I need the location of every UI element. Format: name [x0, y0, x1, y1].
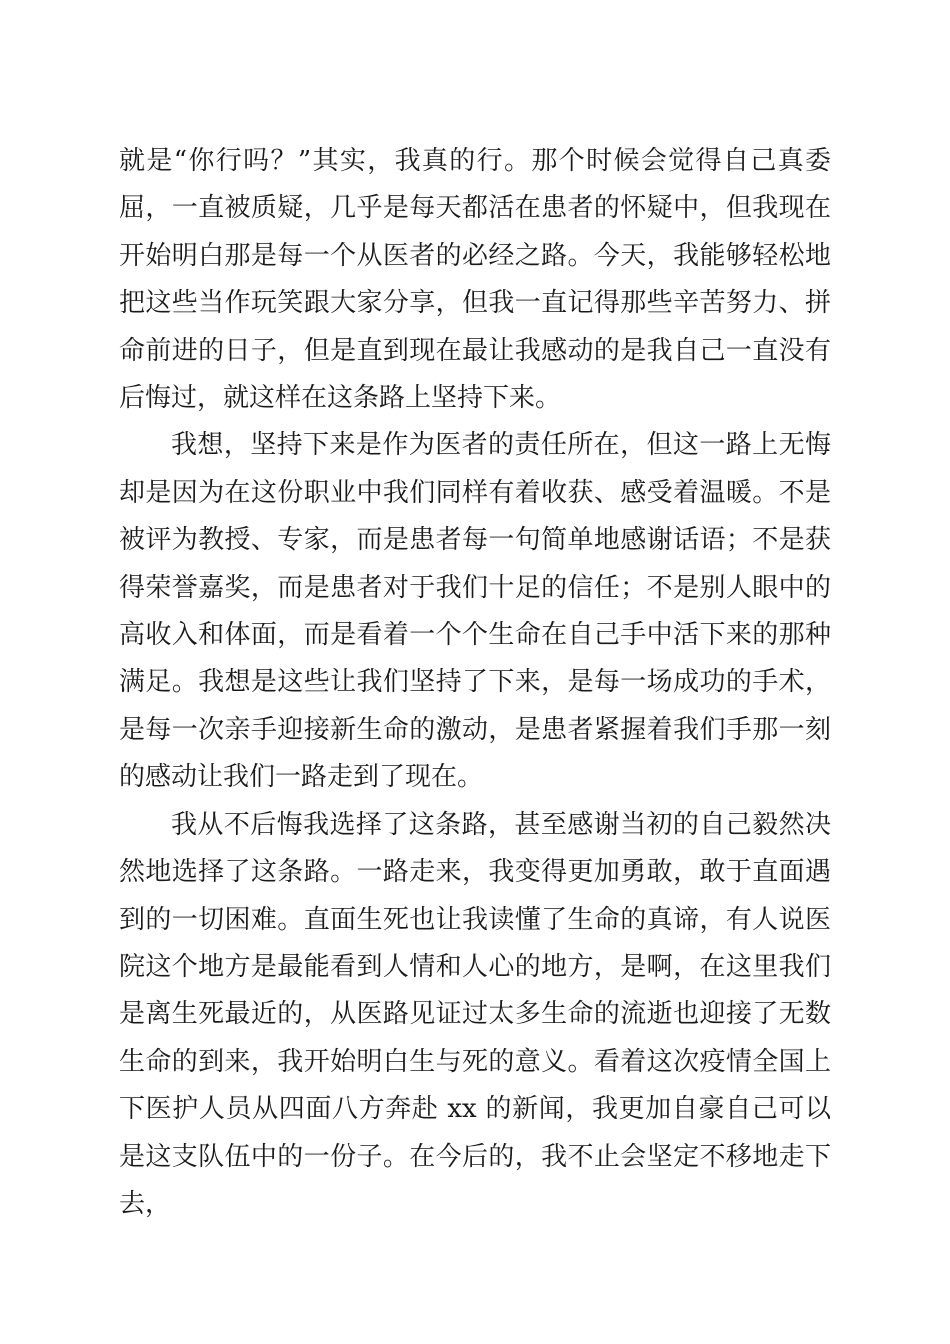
paragraph-2: 我想，坚持下来是作为医者的责任所在，但这一路上无悔却是因为在这份职业中我们同样有着收获、感受着温暖。不是被评为教授、专家，而是患者每一句简单地感谢话语；不是获得荣誉嘉奖，而是患者对于我们十足的信任；不是别人眼中的高收入和体面，而是看着一个个生命在自己手中活下来的那种满足。我想是这些让我们坚持了下来，是每一场成功的手术，是每一次亲手迎接新生命的激动，是患者紧握着我们手那一刻的感动让我们一路走到了现在。 [119, 430, 831, 793]
paragraph-3: 我从不后悔我选择了这条路，甚至感谢当初的自己毅然决然地选择了这条路。一路走来，我变得更加勇敢，敢于直面遇到的一切困难。直面生死也让我读懂了生命的真谛，有人说医院这个地方是最能看到人情和人心的地方，是啊，在这里我们是离生死最近的，从医路见证过太多生命的流逝也迎接了无数生命的到来，我开始明白生与死的意义。看着这次疫情全国上下医护人员从四面八方奔赴 xx 的新闻，我更加自豪自己可以是这支队伍中的一份子。在今后的，我不止会坚定不移地走下去， [119, 809, 831, 1219]
paragraph-1: 就是“你行吗？”其实，我真的行。那个时候会觉得自己真委屈，一直被质疑，几乎是每天都活在患者的怀疑中，但我现在开始明白那是每一个从医者的必经之路。今天，我能够轻松地把这些当作玩笑跟大家分享，但我一直记得那些辛苦努力、拼命前进的日子，但是直到现在最让我感动的是我自己一直没有后悔过，就这样在这条路上坚持下来。 [119, 146, 831, 414]
body-text [119, 138, 831, 1228]
